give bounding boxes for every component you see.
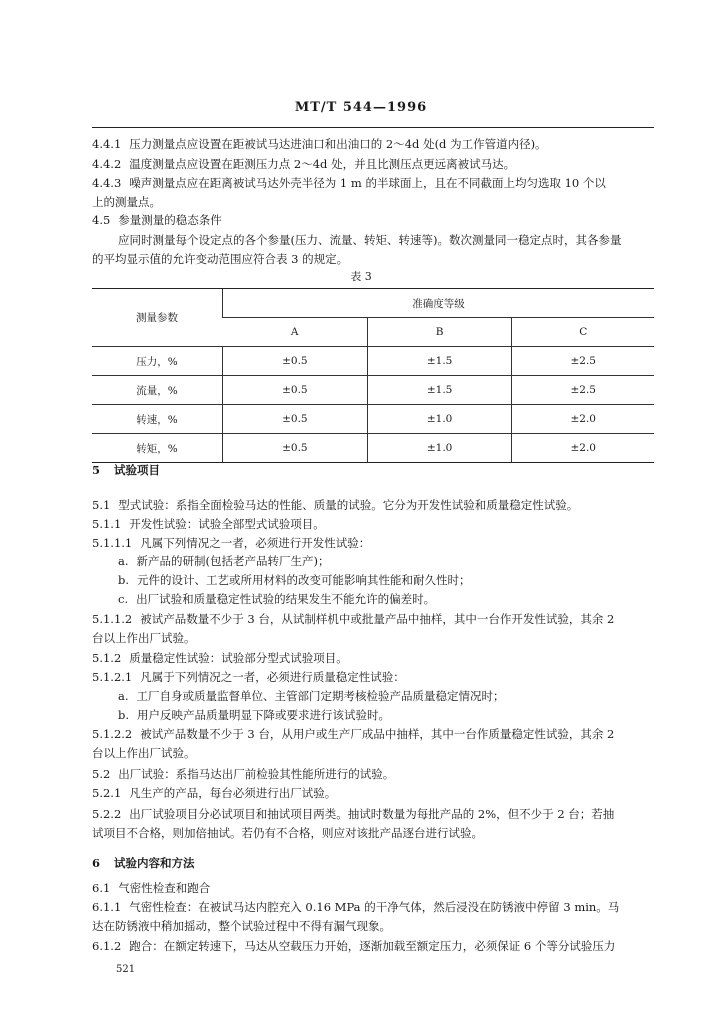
- clause-number: 5.1.2.2: [92, 727, 133, 741]
- clause-text: 出厂试验项目分必试项目和抽试项目两类。抽试时数量为每批产品的 2%，但不少于 2 台；若抽: [129, 807, 615, 821]
- page-number: 521: [116, 964, 136, 975]
- clause-text: 的平均显示值的允许变动范围应符合表 3 的规定。: [92, 252, 349, 266]
- table-cell-param: 转矩，%: [92, 434, 223, 463]
- text-line: [92, 899, 654, 915]
- clause-number: 5.1.1: [92, 517, 122, 531]
- clause-number: 5.1.1.2: [92, 612, 133, 626]
- table-cell-param: 压力，%: [92, 347, 223, 376]
- clause-text: 压力测量点应设置在距被试马达进油口和出油口的 2～4d 处(d 为工作管道内径)。: [129, 137, 547, 151]
- text-line: [92, 806, 654, 822]
- clause-text: 气密性检查：在被试马达内腔充入 0.16 MPa 的干净气体，然后浸没在防锈液中停留 3 min。马: [129, 900, 620, 914]
- table-cell-param: 转速，%: [92, 405, 223, 434]
- clause-text: 被试产品数量不少于 3 台，从用户或生产厂成品中抽样，其中一台作质量稳定性试验，其余 2: [140, 727, 615, 741]
- text-line: [92, 156, 654, 172]
- text-line: [92, 232, 680, 248]
- clause-text: 跑合：在额定转速下，马达从空载压力开始，逐渐加载至额定压力，必须保证 6 个等分试验压力: [129, 939, 616, 953]
- text-line: [92, 497, 654, 513]
- text-line: [92, 630, 654, 646]
- table-grade-c: C: [512, 318, 654, 347]
- text-line: [92, 553, 680, 569]
- clause-text: 凡属下列情况之一者，必须进行开发性试验：: [140, 536, 371, 550]
- table-cell-c: ±2.5: [512, 347, 654, 376]
- table-cell-a: ±0.5: [223, 347, 368, 376]
- clause-text: 用户反映产品质量明显下降或要求进行该试验时。: [137, 708, 391, 722]
- text-line: [92, 611, 654, 627]
- text-line: [92, 825, 654, 841]
- clause-number: 4.5: [92, 213, 111, 227]
- clause-text: 凡生产的产品，每台必须进行出厂试验。: [129, 786, 337, 800]
- page-header-title: MT/T 544—1996: [294, 100, 428, 115]
- clause-text: 试项目不合格，则加倍抽试。若仍有不合格，则应对该批产品逐台进行试验。: [92, 826, 483, 840]
- table-cell-c: ±2.0: [512, 405, 654, 434]
- table-grade-a: A: [223, 318, 368, 347]
- clause-number: 5: [92, 463, 101, 477]
- table-cell-a: ±0.5: [223, 405, 368, 434]
- header-rule: [92, 127, 654, 128]
- clause-text: 试验项目: [114, 463, 161, 477]
- table-grade-header: 准确度等级: [223, 289, 655, 318]
- clause-text: 开发性试验：试验全部型式试验项目。: [129, 517, 325, 531]
- text-line: [92, 212, 654, 228]
- table-cell-param: 流量，%: [92, 376, 223, 405]
- clause-number: 5.2.1: [92, 786, 122, 800]
- text-line: [92, 766, 654, 782]
- table-cell-c: ±2.0: [512, 434, 654, 463]
- clause-text: 凡属于下列情况之一者，必须进行质量稳定性试验：: [140, 670, 405, 684]
- clause-text: 噪声测量点应在距离被试马达外壳半径为 1 m 的半球面上，且在不同截面上均匀选取 10 个以: [129, 176, 606, 190]
- clause-text: 工厂自身或质量监督单位、主管部门定期考核检验产品质量稳定情况时；: [136, 689, 505, 703]
- text-line: [92, 572, 680, 588]
- clause-number: 5.1.2: [92, 651, 122, 665]
- text-line: [92, 707, 680, 723]
- clause-text: 台以上作出厂试验。: [92, 746, 196, 760]
- text-line: [92, 175, 654, 191]
- table-param-header: 测量参数: [92, 289, 223, 347]
- table-cell-c: ±2.5: [512, 376, 654, 405]
- clause-number: 4.4.1: [92, 137, 122, 151]
- section-heading: [92, 462, 654, 478]
- clause-text: 型式试验：系指全面检验马达的性能、质量的试验。它分为开发性试验和质量稳定性试验。: [118, 498, 579, 512]
- text-line: [92, 535, 654, 551]
- clause-text: 被试产品数量不少于 3 台，从试制样机中或批量产品中抽样，其中一台作开发性试验，其余 2: [140, 612, 615, 626]
- clause-text: 出厂试验：系指马达出厂前检验其性能所进行的试验。: [118, 767, 395, 781]
- table-cell-b: ±1.5: [367, 347, 512, 376]
- clause-number: a.: [118, 554, 129, 568]
- clause-text: 台以上作出厂试验。: [92, 631, 196, 645]
- clause-number: b.: [118, 708, 130, 722]
- clause-number: 6.1.1: [92, 900, 122, 914]
- table-cell-b: ±1.5: [367, 376, 512, 405]
- table-cell-a: ±0.5: [223, 434, 368, 463]
- clause-text: 试验内容和方法: [114, 856, 195, 870]
- clause-text: 出厂试验和质量稳定性试验的结果发生不能允许的偏差时。: [136, 592, 436, 606]
- clause-number: b.: [118, 573, 130, 587]
- clause-number: 5.1: [92, 498, 111, 512]
- clause-text: 温度测量点应设置在距测压力点 2～4d 处，并且比测压点更远离被试马达。: [129, 157, 516, 171]
- text-line: [92, 194, 654, 210]
- text-line: [92, 650, 654, 666]
- text-line: [92, 726, 654, 742]
- clause-number: 5.2.2: [92, 807, 122, 821]
- text-line: [92, 516, 654, 532]
- table-cell-b: ±1.0: [367, 434, 512, 463]
- clause-number: 6: [92, 856, 101, 870]
- text-line: [92, 745, 654, 761]
- clause-text: 上的测量点。: [92, 195, 161, 209]
- accuracy-table: [92, 288, 654, 463]
- clause-number: a.: [118, 689, 129, 703]
- clause-number: 5.1.1.1: [92, 536, 133, 550]
- text-line: [92, 938, 654, 954]
- text-line: [92, 785, 654, 801]
- section-heading: [92, 855, 654, 871]
- clause-number: 6.1.2: [92, 939, 122, 953]
- clause-number: 4.4.3: [92, 176, 122, 190]
- clause-number: 5.1.2.1: [92, 670, 133, 684]
- table-caption: 表 3: [350, 270, 372, 283]
- clause-number: c.: [118, 592, 129, 606]
- clause-text: 参量测量的稳态条件: [118, 213, 222, 227]
- clause-number: 6.1: [92, 881, 111, 895]
- text-line: [92, 251, 654, 267]
- table-row: [92, 376, 654, 405]
- table-cell-a: ±0.5: [223, 376, 368, 405]
- text-line: [92, 688, 680, 704]
- text-line: [92, 918, 654, 934]
- text-line: [92, 880, 654, 896]
- text-line: [92, 669, 654, 685]
- clause-text: 气密性检查和跑合: [118, 881, 211, 895]
- clause-number: 5.2: [92, 767, 111, 781]
- clause-text: 质量稳定性试验：试验部分型式试验项目。: [129, 651, 348, 665]
- clause-text: 新产品的研制(包括老产品转厂生产)；: [136, 554, 330, 568]
- table-row: [92, 347, 654, 376]
- clause-text: 达在防锈液中稍加摇动，整个试验过程中不得有漏气现象。: [92, 919, 391, 933]
- text-line: [92, 136, 654, 152]
- table-cell-b: ±1.0: [367, 405, 512, 434]
- clause-text: 元件的设计、工艺或所用材料的改变可能影响其性能和耐久性时；: [137, 573, 471, 587]
- text-line: [92, 591, 680, 607]
- clause-text: 应同时测量每个设定点的各个参量(压力、流量、转矩、转速等)。数次测量同一稳定点时，其各参量: [118, 233, 622, 247]
- table-grade-b: B: [367, 318, 512, 347]
- table-row: [92, 434, 654, 463]
- table-row: [92, 405, 654, 434]
- clause-number: 4.4.2: [92, 157, 122, 171]
